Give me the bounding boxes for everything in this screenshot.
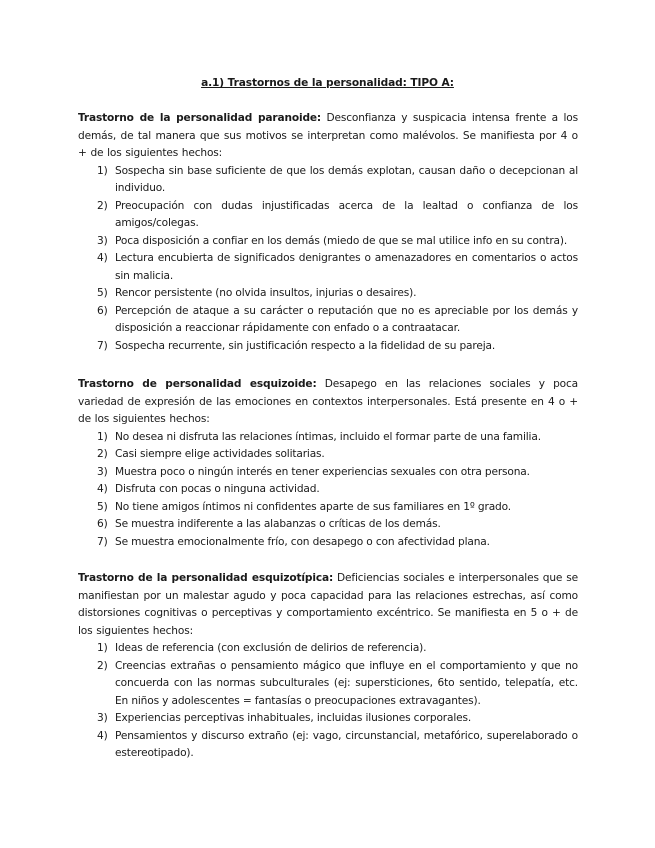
section-heading: Trastorno de la personalidad paranoide: bbox=[78, 112, 322, 124]
item-text: Se muestra emocionalmente frío, con desapego o con afectividad plana. bbox=[115, 535, 490, 548]
section-description: Deficiencias sociales e interpersonales que se manifiestan por un malestar agudo y poca capacidad para las relaciones estrechas, así como distorsiones cognitivas o perceptivas y comportamiento excéntrico. Se manifiesta en 5 o + de los siguientes hechos: bbox=[78, 572, 578, 637]
item-text: Sospecha recurrente, sin justificación respecto a la fidelidad de su pareja. bbox=[115, 339, 496, 352]
item-number: 3) bbox=[97, 465, 108, 478]
list-item bbox=[78, 198, 578, 233]
item-text: Disfruta con pocas o ninguna actividad. bbox=[115, 483, 320, 495]
item-text: Percepción de ataque a su carácter o reputación que no es apreciable por los demás y disposición a reaccionar rápidamente con enfado o a contraatacar. bbox=[115, 304, 578, 334]
item-number: 5) bbox=[97, 500, 108, 513]
section-esquizotipica bbox=[78, 570, 578, 763]
section-intro bbox=[78, 570, 578, 640]
item-text: Preocupación con dudas injustificadas acerca de la lealtad o confianza de los amigos/colegas. bbox=[115, 199, 578, 229]
item-text: Creencias extrañas o pensamiento mágico que influye en el comportamiento y que no concuerda con las normas subculturales (ej: supersticiones, 6to sentido, telepatía, etc. En niños y adolescentes = fantasías o preocupaciones extravagantes). bbox=[115, 659, 578, 707]
item-text: Rencor persistente (no olvida insultos, injurias o desaires). bbox=[115, 287, 417, 299]
list-item bbox=[78, 250, 578, 285]
item-number: 7) bbox=[97, 339, 108, 352]
item-text: Experiencias perceptivas inhabituales, incluidas ilusiones corporales. bbox=[115, 712, 472, 724]
section-description: Desapego en las relaciones sociales y poca variedad de expresión de las emociones en contextos interpersonales. Está presente en 4 o + de los siguientes hechos: bbox=[78, 378, 578, 425]
criteria-list bbox=[78, 640, 578, 763]
section-intro bbox=[78, 376, 578, 429]
section-paranoide bbox=[78, 110, 578, 355]
item-number: 6) bbox=[97, 518, 108, 530]
item-number: 2) bbox=[97, 199, 108, 212]
item-text: Se muestra indiferente a las alabanzas o críticas de los demás. bbox=[115, 518, 441, 530]
item-text: Poca disposición a confiar en los demás (miedo de que se mal utilice info en su contra). bbox=[115, 234, 568, 247]
item-text: Ideas de referencia (con exclusión de delirios de referencia). bbox=[115, 642, 427, 654]
item-text: Sospecha sin base suficiente de que los demás explotan, causan daño o decepcionan al individuo. bbox=[115, 164, 578, 194]
list-item bbox=[78, 429, 578, 447]
item-number: 3) bbox=[97, 712, 108, 724]
list-item bbox=[78, 534, 578, 552]
item-number: 2) bbox=[97, 448, 108, 460]
item-text: Casi siempre elige actividades solitarias. bbox=[115, 448, 325, 460]
item-number: 4) bbox=[97, 483, 108, 495]
list-item bbox=[78, 640, 578, 658]
list-item bbox=[78, 728, 578, 763]
list-item bbox=[78, 516, 578, 534]
item-text: No desea ni disfruta las relaciones íntimas, incluido el formar parte de una familia. bbox=[115, 430, 541, 443]
list-item bbox=[78, 710, 578, 728]
item-number: 1) bbox=[97, 430, 108, 443]
item-number: 3) bbox=[97, 234, 108, 247]
list-item bbox=[78, 163, 578, 198]
list-item bbox=[78, 303, 578, 338]
list-item bbox=[78, 338, 578, 356]
item-number: 7) bbox=[97, 535, 108, 548]
list-item bbox=[78, 446, 578, 464]
item-number: 2) bbox=[97, 659, 108, 672]
item-number: 4) bbox=[97, 729, 108, 742]
item-number: 1) bbox=[97, 642, 108, 654]
list-item bbox=[78, 464, 578, 482]
section-heading: Trastorno de personalidad esquizoide: bbox=[78, 378, 317, 390]
list-item bbox=[78, 285, 578, 303]
item-text: Lectura encubierta de significados denigrantes o amenazadores en comentarios o actos sin malicia. bbox=[115, 252, 578, 282]
section-heading: Trastorno de la personalidad esquizotípica: bbox=[78, 572, 334, 584]
list-item bbox=[78, 499, 578, 517]
section-esquizoide bbox=[78, 376, 578, 551]
page-title: a.1) Trastornos de la personalidad: TIPO A: bbox=[201, 77, 454, 89]
criteria-list bbox=[78, 163, 578, 356]
item-text: Muestra poco o ningún interés en tener experiencias sexuales con otra persona. bbox=[115, 465, 530, 478]
item-number: 1) bbox=[97, 164, 108, 177]
item-number: 4) bbox=[97, 252, 108, 264]
item-number: 5) bbox=[97, 287, 108, 299]
section-intro bbox=[78, 110, 578, 163]
list-item bbox=[78, 233, 578, 251]
criteria-list bbox=[78, 429, 578, 552]
list-item bbox=[78, 658, 578, 711]
item-number: 6) bbox=[97, 304, 108, 317]
list-item bbox=[78, 481, 578, 499]
section-description: Desconfianza y suspicacia intensa frente a los demás, de tal manera que sus motivos se interpretan como malévolos. Se manifiesta por 4 o + de los siguientes hechos: bbox=[78, 112, 578, 159]
item-text: No tiene amigos íntimos ni confidentes aparte de sus familiares en 1º grado. bbox=[115, 500, 511, 513]
item-text: Pensamientos y discurso extraño (ej: vago, circunstancial, metafórico, superelaborado o estereotipado). bbox=[115, 729, 578, 759]
